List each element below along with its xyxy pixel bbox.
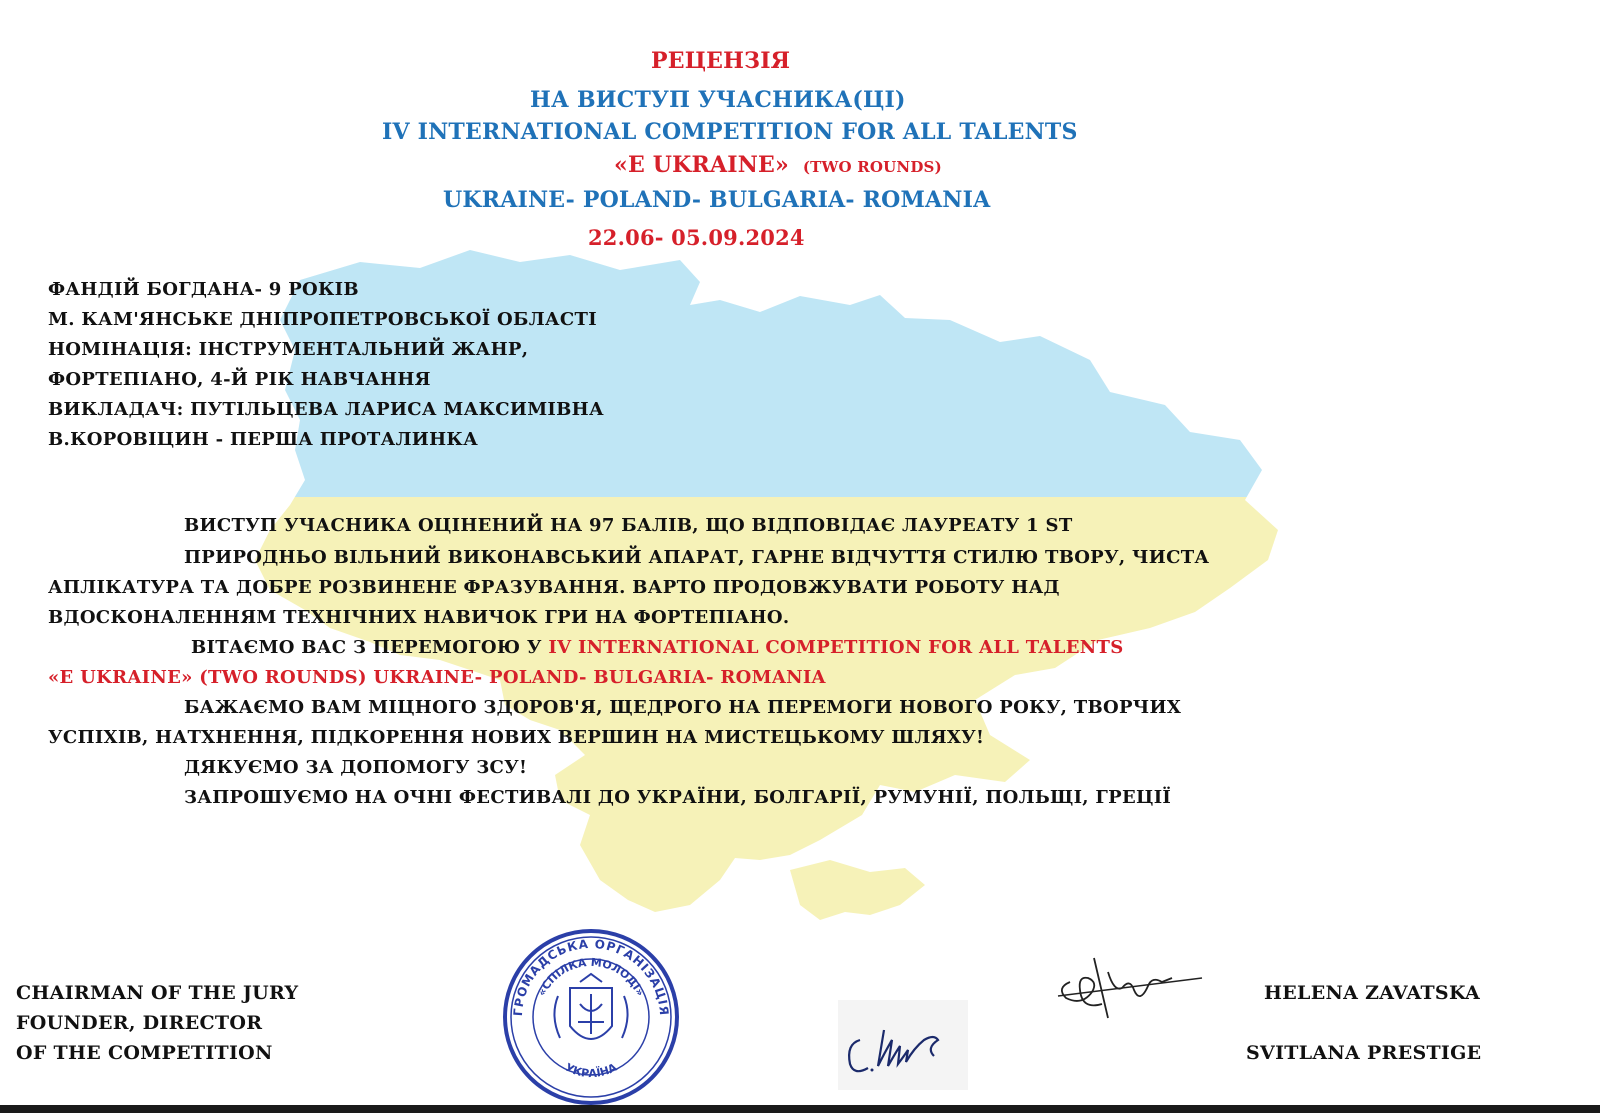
competition-label: OF THE COMPETITION (16, 1042, 273, 1064)
participant-nomination: НОМІНАЦІЯ: ІНСТРУМЕНТАЛЬНИЙ ЖАНР, (48, 339, 529, 360)
brand-name: «E UKRAINE» (614, 152, 789, 178)
participant-teacher: ВИКЛАДАЧ: ПУТІЛЬЦЕВА ЛАРИСА МАКСИМІВНА (48, 399, 604, 420)
svg-text:УКРАЇНА (563, 1061, 619, 1081)
director-name: SVITLANA PRESTIGE (1246, 1042, 1482, 1064)
official-stamp (500, 926, 682, 1108)
document-subtitle: НА ВИСТУП УЧАСНИКА(ЦІ) (530, 87, 906, 113)
review-comment-line1: ПРИРОДНЬО ВІЛЬНИЙ ВИКОНАВСЬКИЙ АПАРАТ, ГАРНЕ ВІДЧУТТЯ СТИЛЮ ТВОРУ, ЧИСТА (184, 547, 1210, 568)
wishes-line1: БАЖАЄМО ВАМ МІЦНОГО ЗДОРОВ'Я, ЩЕДРОГО НА ПЕРЕМОГИ НОВОГО РОКУ, ТВОРЧИХ (184, 697, 1182, 718)
participant-piece: В.КОРОВІЦИН - ПЕРША ПРОТАЛИНКА (48, 429, 479, 450)
stamp-emblem-icon (554, 974, 627, 1039)
thanks-line: ДЯКУЄМО ЗА ДОПОМОГУ ЗСУ! (184, 757, 528, 778)
review-comment-line3: ВДОСКОНАЛЕННЯМ ТЕХНІЧНИХ НАВИЧОК ГРИ НА ФОРТЕПІАНО. (48, 607, 790, 628)
participant-city: М. КАМ'ЯНСЬКЕ ДНІПРОПЕТРОВСЬКОЇ ОБЛАСТІ (48, 309, 597, 330)
jury-name: HELENA ZAVATSKA (1264, 982, 1481, 1004)
countries-line: UKRAINE- POLAND- BULGARIA- ROMANIA (443, 187, 991, 213)
review-score: ВИСТУП УЧАСНИКА ОЦІНЕНИЙ НА 97 БАЛІВ, ЩО ВІДПОВІДАЄ ЛАУРЕАТУ 1 ST (184, 515, 1073, 536)
document-title: РЕЦЕНЗІЯ (651, 48, 791, 74)
dates-line: 22.06- 05.09.2024 (588, 225, 805, 250)
congratulation-line2: «E UKRAINE» (TWO ROUNDS) UKRAINE- POLAND- BULGARIA- ROMANIA (48, 667, 826, 688)
congratulation-competition: IV INTERNATIONAL COMPETITION FOR ALL TALENTS (548, 637, 1124, 658)
congratulation-lead: ВІТАЄМО ВАС З ПЕРЕМОГОЮ У (191, 637, 549, 658)
stamp-ring-inner: «СПІЛКА МОЛОДІ» (535, 955, 647, 999)
participant-instrument: ФОРТЕПІАНО, 4-Й РІК НАВЧАННЯ (48, 369, 431, 390)
invitation-line: ЗАПРОШУЄМО НА ОЧНІ ФЕСТИВАЛІ ДО УКРАЇНИ, БОЛГАРІЇ, РУМУНІЇ, ПОЛЬЩІ, ГРЕЦІЇ (184, 787, 1172, 808)
participant-name: ФАНДІЙ БОГДАНА- 9 РОКІВ (48, 279, 359, 300)
founder-label: FOUNDER, DIRECTOR (16, 1012, 263, 1034)
chairman-label: CHAIRMAN OF THE JURY (16, 982, 299, 1004)
signature-left (838, 1000, 968, 1090)
review-comment-line2: АПЛІКАТУРА ТА ДОБРЕ РОЗВИНЕНЕ ФРАЗУВАННЯ. ВАРТО ПРОДОВЖУВАТИ РОБОТУ НАД (48, 577, 1060, 598)
congratulation-line1 (191, 637, 1124, 658)
bottom-edge-bar (0, 1105, 1600, 1113)
stamp-ring-bottom: УКРАЇНА (563, 1060, 619, 1081)
stamp-ring-top: ГРОМАДСЬКА ОРГАНІЗАЦІЯ (510, 936, 672, 1017)
signature-right (1052, 948, 1212, 1028)
competition-brand (614, 152, 942, 178)
wishes-line2: УСПІХІВ, НАТХНЕННЯ, ПІДКОРЕННЯ НОВИХ ВЕРШИН НА МИСТЕЦЬКОМУ ШЛЯХУ! (48, 727, 985, 748)
rounds-label: (TWO ROUNDS) (802, 158, 942, 176)
competition-name: IV INTERNATIONAL COMPETITION FOR ALL TALENTS (382, 119, 1078, 145)
